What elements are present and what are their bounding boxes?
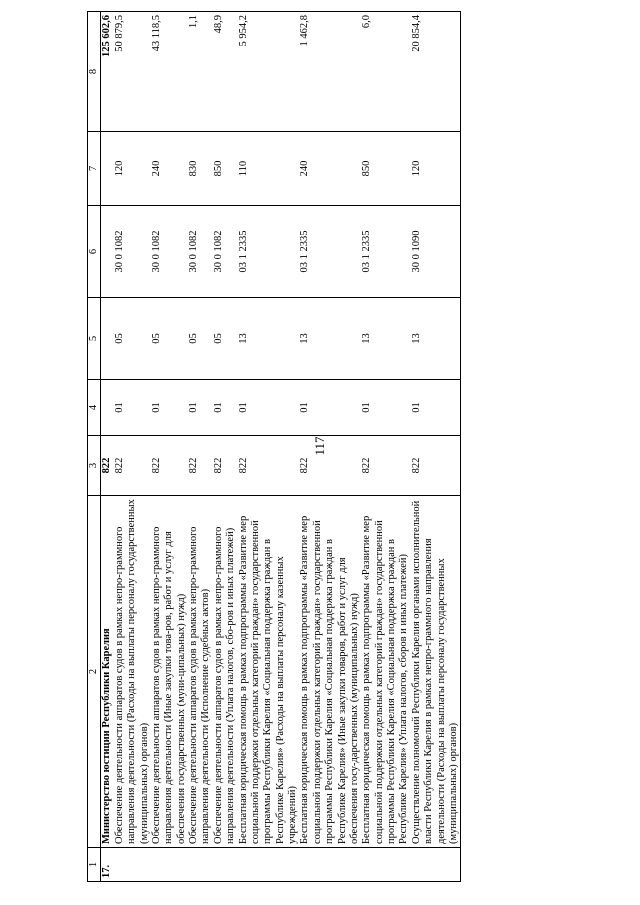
table-row — [114, 12, 151, 882]
column-header: 3 — [88, 436, 101, 496]
row-admin-code: 822 — [238, 436, 300, 496]
row-number — [361, 848, 411, 882]
table-row — [361, 12, 411, 882]
row-amount: 5 954,2 — [238, 12, 300, 132]
budget-table-region — [87, 12, 640, 878]
row-target-article: 30 0 1082 — [188, 206, 213, 298]
row-target-article: 30 0 1082 — [114, 206, 151, 298]
page-number: 117 — [312, 436, 327, 456]
row-description: Осуществление полномочий Республики Карелия органами исполнительной власти Республики Карелия в рамках непро-граммного направления деятельности (Расходы на выплаты персоналу государственных (муниципальных) органов) — [411, 496, 461, 848]
table-row — [411, 12, 461, 882]
row-description: Обеспечение деятельности аппаратов судов в рамках непро-граммного направления деятельности (Уплата налогов, сбо-ров и иных платежей) — [213, 496, 238, 848]
section-code: 822 — [101, 436, 114, 496]
table-row — [188, 12, 213, 882]
row-expense-type: 240 — [151, 132, 188, 206]
row-description: Обеспечение деятельности аппаратов судов в рамках непро-граммного направления деятельности (Иные закупки това-ров, работ и услуг для обеспечения государственных (муни-ципальных) нужд) — [151, 496, 188, 848]
row-target-article: 30 0 1082 — [213, 206, 238, 298]
row-section-code: 01 — [411, 380, 461, 436]
column-header: 8 — [88, 12, 101, 132]
row-expense-type: 830 — [188, 132, 213, 206]
row-expense-type: 240 — [299, 132, 361, 206]
row-subsection-code: 13 — [361, 298, 411, 380]
row-amount: 43 118,5 — [151, 12, 188, 132]
column-header: 4 — [88, 380, 101, 436]
row-admin-code: 822 — [299, 436, 361, 496]
row-description: Обеспечение деятельности аппаратов судов в рамках непро-граммного направления деятельности (Расходы на выплаты персоналу государственных (муниципальных) органов) — [114, 496, 151, 848]
column-header-row — [88, 12, 101, 882]
section-number: 17. — [101, 848, 114, 882]
row-description: Обеспечение деятельности аппаратов судов в рамках непро-граммного направления деятельности (Исполнение судебных актов) — [188, 496, 213, 848]
row-amount: 6,0 — [361, 12, 411, 132]
row-section-code: 01 — [361, 380, 411, 436]
row-section-code: 01 — [299, 380, 361, 436]
row-admin-code: 822 — [188, 436, 213, 496]
row-subsection-code: 05 — [188, 298, 213, 380]
column-header: 2 — [88, 496, 101, 848]
row-section-code: 01 — [213, 380, 238, 436]
row-subsection-code: 13 — [411, 298, 461, 380]
row-subsection-code: 13 — [299, 298, 361, 380]
row-number — [411, 848, 461, 882]
row-amount: 20 854,4 — [411, 12, 461, 132]
section-total: 125 602,6 — [101, 12, 114, 132]
row-admin-code: 822 — [361, 436, 411, 496]
row-target-article: 03 1 2335 — [238, 206, 300, 298]
column-header: 6 — [88, 206, 101, 298]
budget-table — [87, 11, 461, 882]
row-section-code: 01 — [114, 380, 151, 436]
row-expense-type: 850 — [361, 132, 411, 206]
column-header: 1 — [88, 848, 101, 882]
column-header: 7 — [88, 132, 101, 206]
row-section-code: 01 — [238, 380, 300, 436]
table-row — [151, 12, 188, 882]
row-section-code: 01 — [151, 380, 188, 436]
row-admin-code: 822 — [213, 436, 238, 496]
row-number — [188, 848, 213, 882]
section-row — [101, 12, 114, 882]
row-amount: 1,1 — [188, 12, 213, 132]
row-target-article: 03 1 2335 — [361, 206, 411, 298]
row-target-article: 30 0 1082 — [151, 206, 188, 298]
row-description: Бесплатная юридическая помощь в рамках подпрограммы «Развитие мер социальной поддержки отдельных категорий граждан» государственной программы Республики Карелия «Социальная поддержка граждан в Республике Карелия» (Расходы на выплаты персоналу казенных учреждений) — [238, 496, 300, 848]
row-section-code: 01 — [188, 380, 213, 436]
row-admin-code: 822 — [411, 436, 461, 496]
table-row — [238, 12, 300, 882]
row-amount: 48,9 — [213, 12, 238, 132]
row-expense-type: 850 — [213, 132, 238, 206]
row-admin-code: 822 — [114, 436, 151, 496]
row-expense-type: 120 — [411, 132, 461, 206]
row-admin-code: 822 — [151, 436, 188, 496]
row-number — [213, 848, 238, 882]
column-header: 5 — [88, 298, 101, 380]
row-subsection-code: 05 — [114, 298, 151, 380]
table-row — [213, 12, 238, 882]
row-subsection-code: 13 — [238, 298, 300, 380]
row-target-article: 03 1 2335 — [299, 206, 361, 298]
row-expense-type: 120 — [114, 132, 151, 206]
row-expense-type: 110 — [238, 132, 300, 206]
row-amount: 50 879,5 — [114, 12, 151, 132]
row-number — [151, 848, 188, 882]
row-subsection-code: 05 — [213, 298, 238, 380]
row-target-article: 30 0 1090 — [411, 206, 461, 298]
row-subsection-code: 05 — [151, 298, 188, 380]
row-number — [299, 848, 361, 882]
row-number — [114, 848, 151, 882]
row-description: Бесплатная юридическая помощь в рамках подпрограммы «Развитие мер социальной поддержки отдельных категорий граждан» государственной программы Республики Карелия «Социальная поддержка граждан в Республике Карелия» (Уплата налогов, сборов и иных платежей) — [361, 496, 411, 848]
section-name: Министерство юстиции Республики Карелия — [101, 496, 114, 848]
table-row — [299, 12, 361, 882]
row-description: Бесплатная юридическая помощь в рамках подпрограммы «Развитие мер социальной поддержки отдельных категорий граждан» государственной программы Республики Карелия «Социальная поддержка граждан в Республике Карелия» (Иные закупки товаров, работ и услуг для обеспечения госу-дарственных (муниципальных) нужд) — [299, 496, 361, 848]
row-amount: 1 462,8 — [299, 12, 361, 132]
row-number — [238, 848, 300, 882]
